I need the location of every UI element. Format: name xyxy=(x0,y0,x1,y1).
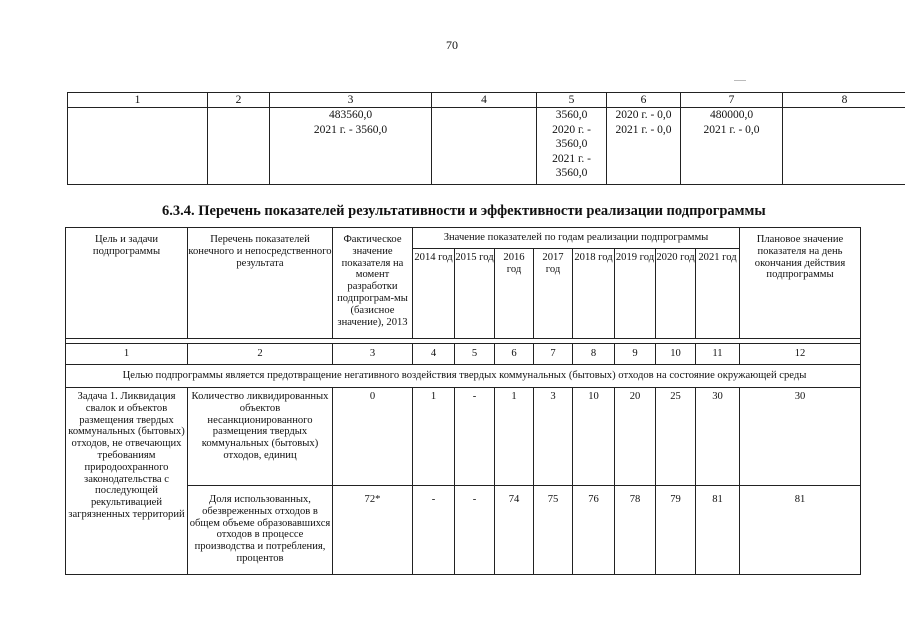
year-value: 1 xyxy=(495,388,534,486)
planned-value-header: Плановое значение показателя на день окончания действия подпрограммы xyxy=(740,228,861,339)
year-header: 2016 год xyxy=(495,249,534,339)
indicator-row xyxy=(66,388,861,486)
continuation-col-header: 8 xyxy=(783,93,905,108)
column-number: 3 xyxy=(333,344,413,365)
column-number: 8 xyxy=(573,344,615,365)
cell-line: 2021 г. - xyxy=(552,152,591,165)
year-value: 81 xyxy=(696,486,740,575)
base-value: 72* xyxy=(333,486,413,575)
continuation-cell xyxy=(68,108,208,185)
year-value: - xyxy=(413,486,455,575)
year-value: 75 xyxy=(534,486,573,575)
cell-line: 2020 г. - xyxy=(552,123,591,136)
column-number: 1 xyxy=(66,344,188,365)
cell-line: 3560,0 xyxy=(555,138,588,150)
year-header: 2014 год xyxy=(413,249,455,339)
years-group-header: Значение показателей по годам реализации подпрограммы xyxy=(413,228,740,249)
column-numbers-row xyxy=(66,344,861,365)
year-value: - xyxy=(455,388,495,486)
continuation-cell xyxy=(270,108,432,185)
year-header: 2018 год xyxy=(573,249,615,339)
year-value: 1 xyxy=(413,388,455,486)
column-number: 2 xyxy=(188,344,333,365)
indicators-header: Перечень показателей конечного и непосредственного результата xyxy=(188,228,333,339)
goal-header: Цель и задачи подпрограммы xyxy=(66,228,188,339)
cell-line: 483560,0 xyxy=(328,109,373,121)
goal-row xyxy=(66,365,861,388)
cell-line: 3560,0 xyxy=(555,167,588,179)
continuation-data-row xyxy=(68,108,905,185)
cell-line: 2021 г. - 3560,0 xyxy=(313,123,388,136)
continuation-col-header: 7 xyxy=(681,93,783,108)
column-number: 9 xyxy=(615,344,656,365)
planned-value: 30 xyxy=(740,388,861,486)
year-header: 2017 год xyxy=(534,249,573,339)
column-number: 12 xyxy=(740,344,861,365)
cell-line: 2021 г. - 0,0 xyxy=(615,123,672,136)
continuation-cell xyxy=(783,108,905,185)
cell-line: 480000,0 xyxy=(709,109,754,121)
indicators-table xyxy=(65,227,861,575)
continuation-col-header: 3 xyxy=(270,93,432,108)
column-number: 10 xyxy=(656,344,696,365)
goal-statement: Целью подпрограммы является предотвращение негативного воздействия твердых коммунальных (бытовых) отходов на состояние окружающей среды xyxy=(66,365,861,388)
year-value: 74 xyxy=(495,486,534,575)
year-value: 10 xyxy=(573,388,615,486)
section-title: 6.3.4. Перечень показателей результативности и эффективности реализации подпрограммы xyxy=(162,203,766,219)
continuation-cell xyxy=(607,108,681,185)
year-value: - xyxy=(455,486,495,575)
continuation-cell xyxy=(208,108,270,185)
actual-value-header: Фактическое значение показателя на момент разработки подпрограм-мы (базисное значение), 2013 xyxy=(333,228,413,339)
column-number: 6 xyxy=(495,344,534,365)
continuation-header-row xyxy=(68,93,905,108)
header-row xyxy=(66,228,861,249)
column-number: 5 xyxy=(455,344,495,365)
year-header: 2020 год xyxy=(656,249,696,339)
year-value: 3 xyxy=(534,388,573,486)
year-value: 25 xyxy=(656,388,696,486)
year-value: 20 xyxy=(615,388,656,486)
continuation-col-header: 6 xyxy=(607,93,681,108)
cell-line: 2020 г. - 0,0 xyxy=(615,109,672,121)
year-header: 2015 год xyxy=(455,249,495,339)
task-description: Задача 1. Ликвидация свалок и объектов размещения твердых коммунальных (бытовых) отходов, не отвечающих требованиям природоохранного законодательства с последующей рекультивацией загрязненных территорий xyxy=(66,388,188,575)
cell-line: 3560,0 xyxy=(555,109,588,121)
continuation-col-header: 2 xyxy=(208,93,270,108)
column-number: 4 xyxy=(413,344,455,365)
indicator-name: Количество ликвидированных объектов несанкционированного размещения твердых коммунальных (бытовых) отходов, единиц xyxy=(188,388,333,486)
continuation-cell xyxy=(537,108,607,185)
page-number: 70 xyxy=(446,38,458,52)
year-value: 76 xyxy=(573,486,615,575)
planned-value: 81 xyxy=(740,486,861,575)
margin-mark xyxy=(734,80,746,81)
continuation-col-header: 5 xyxy=(537,93,607,108)
continuation-cell xyxy=(432,108,537,185)
year-header: 2019 год xyxy=(615,249,656,339)
year-value: 79 xyxy=(656,486,696,575)
column-number: 11 xyxy=(696,344,740,365)
year-header: 2021 год xyxy=(696,249,740,339)
continuation-cell xyxy=(681,108,783,185)
continuation-col-header: 4 xyxy=(432,93,537,108)
continuation-col-header: 1 xyxy=(68,93,208,108)
cell-line: 2021 г. - 0,0 xyxy=(703,123,760,136)
year-value: 30 xyxy=(696,388,740,486)
base-value: 0 xyxy=(333,388,413,486)
year-value: 78 xyxy=(615,486,656,575)
continuation-table xyxy=(67,92,905,185)
column-number: 7 xyxy=(534,344,573,365)
indicator-name: Доля использованных, обезвреженных отходов в общем объеме образовавшихся отходов в процессе производства и потребления, процентов xyxy=(188,486,333,575)
